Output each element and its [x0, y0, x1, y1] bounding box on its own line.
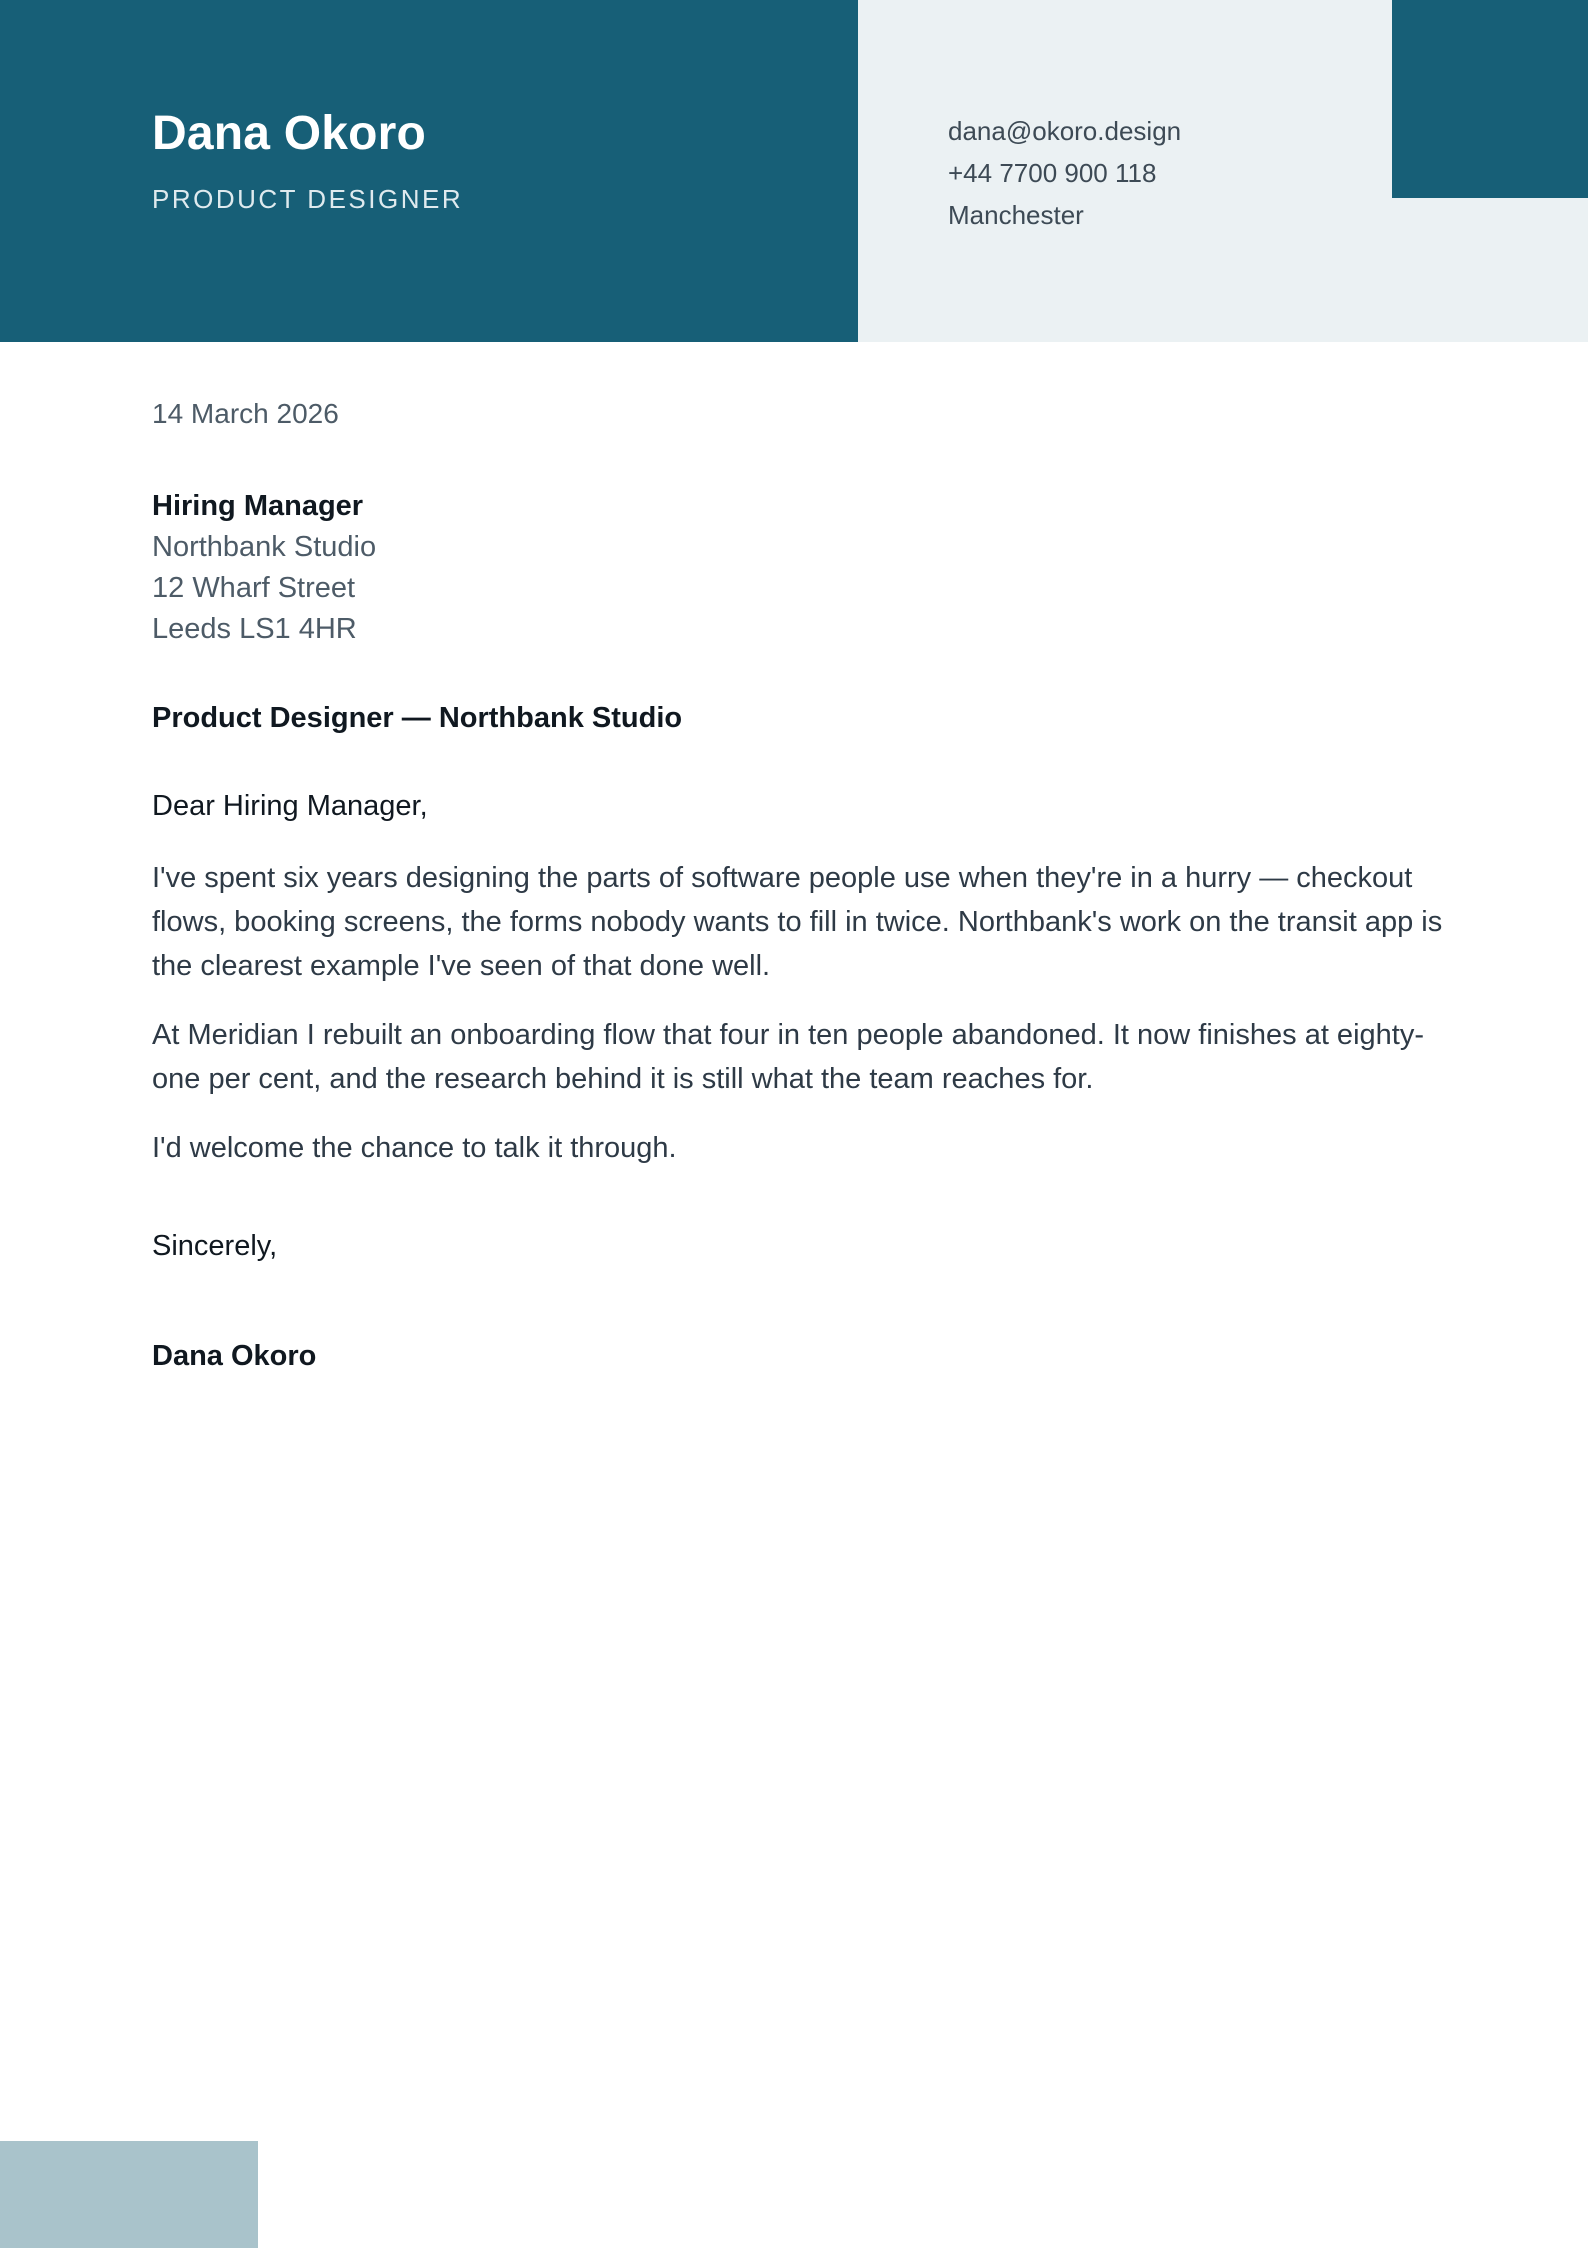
contact-location: Manchester — [948, 200, 1084, 230]
footer-accent-block — [0, 2141, 258, 2248]
closing: Sincerely, — [152, 1230, 278, 1262]
letter-body — [152, 394, 1452, 1376]
applicant-name: Dana Okoro — [152, 107, 427, 160]
salutation: Dear Hiring Manager, — [152, 790, 428, 822]
letter-date: 14 March 2026 — [152, 398, 339, 429]
body-paragraph: I've spent six years designing the parts of software people use when they're in a hurry — checkout flows, booking screens, the forms nobody wants to fill in twice. Northbank's work on the transit app is the clearest example I've seen of that done well. — [152, 862, 1443, 982]
contact-block — [948, 110, 1181, 236]
applicant-title: PRODUCT DESIGNER — [152, 184, 464, 214]
recipient-street: 12 Wharf Street — [152, 572, 356, 604]
contact-email: dana@okoro.design — [948, 116, 1182, 146]
recipient-address — [152, 486, 1452, 650]
recipient-company: Northbank Studio — [152, 531, 377, 563]
header-name-panel — [0, 0, 858, 342]
body-paragraph: I'd welcome the chance to talk it through. — [152, 1132, 677, 1164]
body-paragraph: At Meridian I rebuilt an onboarding flow that four in ten people abandoned. It now finishes at eighty-one per cent, and the research behind it is still what the team reaches for. — [152, 1019, 1424, 1095]
recipient-city: Leeds LS1 4HR — [152, 613, 357, 645]
letter-subject: Product Designer — Northbank Studio — [152, 702, 683, 734]
header-accent-block — [1392, 0, 1588, 198]
recipient-name: Hiring Manager — [152, 490, 364, 522]
signature-name: Dana Okoro — [152, 1340, 317, 1372]
contact-phone: +44 7700 900 118 — [948, 158, 1157, 188]
